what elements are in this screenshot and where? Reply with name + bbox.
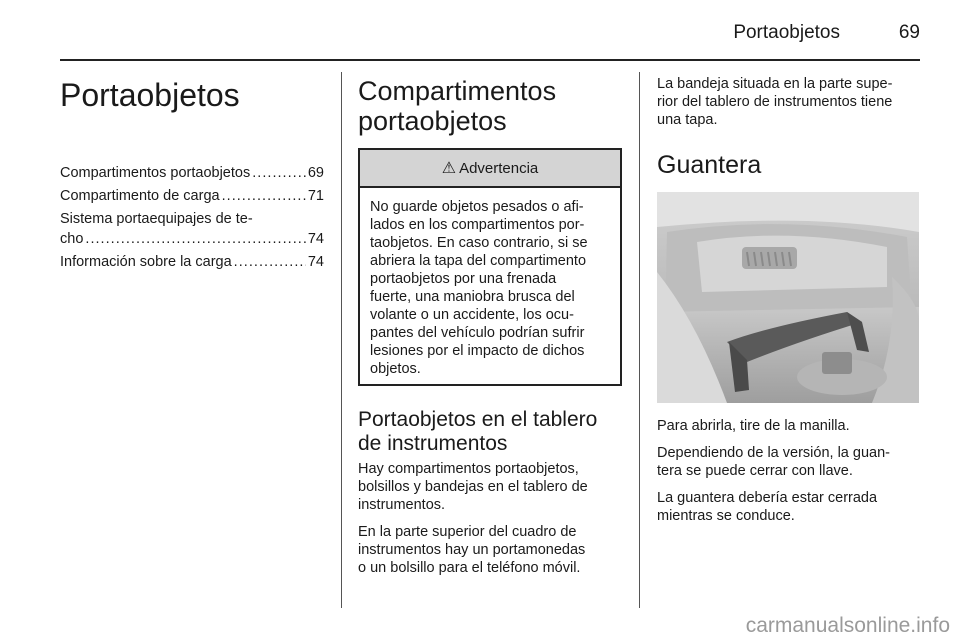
warning-header [360, 150, 620, 188]
column-right [657, 72, 921, 534]
toc-entry[interactable]: Compartimentos portaobjetos . . . 69 [60, 163, 324, 183]
section-title: Guantera [657, 151, 762, 179]
column-divider [639, 72, 640, 608]
paragraph: La guantera debería estar cerrada mientras se conduce. [657, 490, 878, 524]
page-header [60, 10, 920, 54]
table-of-contents [60, 163, 324, 272]
subsection-title: Portaobjetos en el tablero de instrumentos [358, 408, 598, 455]
toc-entry[interactable]: Información sobre la carga . . . 74 [60, 252, 324, 272]
paragraph: Hay compartimentos portaobjetos, bolsillos y bandejas en el tablero de instrumentos. [358, 461, 588, 513]
warning-text: No guarde objetos pesados o afi- lados en los compartimentos por- taobjetos. En caso contrario, si se abriera la tapa del compartimento portaobjetos por una frenada fuerte, una maniobra brusca del volante o un accidente, los ocu- pantes del vehículo podrían sufrir lesiones por el impacto de dichos objetos. [370, 199, 588, 377]
toc-leader [252, 163, 306, 183]
warning-triangle-icon: ⚠ [441, 160, 457, 177]
paragraph: En la parte superior del cuadro de instrumentos hay un portamonedas o un bolsillo para el teléfono móvil. [358, 524, 586, 576]
column-middle [358, 72, 622, 586]
page-number: 69 [898, 22, 920, 43]
header-title: Portaobjetos [733, 22, 840, 43]
glovebox-photo [657, 192, 919, 403]
warning-label: Advertencia [459, 159, 539, 177]
chapter-title: Portaobjetos [60, 77, 240, 113]
column-divider [341, 72, 342, 608]
watermark: carmanualsonline.info [745, 614, 950, 637]
paragraph: Dependiendo de la versión, la guan- tera se puede cerrar con llave. [657, 445, 890, 479]
paragraph: La bandeja situada en la parte supe- rior del tablero de instrumentos tiene una tapa. [657, 76, 893, 128]
toc-leader [222, 186, 306, 206]
section-title: Compartimentos portaobjetos [358, 76, 557, 136]
column-toc [60, 72, 324, 275]
toc-entry[interactable]: Sistema portaequipajes de te- cho . . . 74 [60, 209, 324, 249]
toc-leader [234, 252, 306, 272]
toc-leader [85, 229, 305, 249]
toc-entry[interactable]: Compartimento de carga . . . 71 [60, 186, 324, 206]
header-rule [60, 59, 920, 61]
paragraph: Para abrirla, tire de la manilla. [657, 418, 850, 434]
warning-box [358, 148, 622, 386]
